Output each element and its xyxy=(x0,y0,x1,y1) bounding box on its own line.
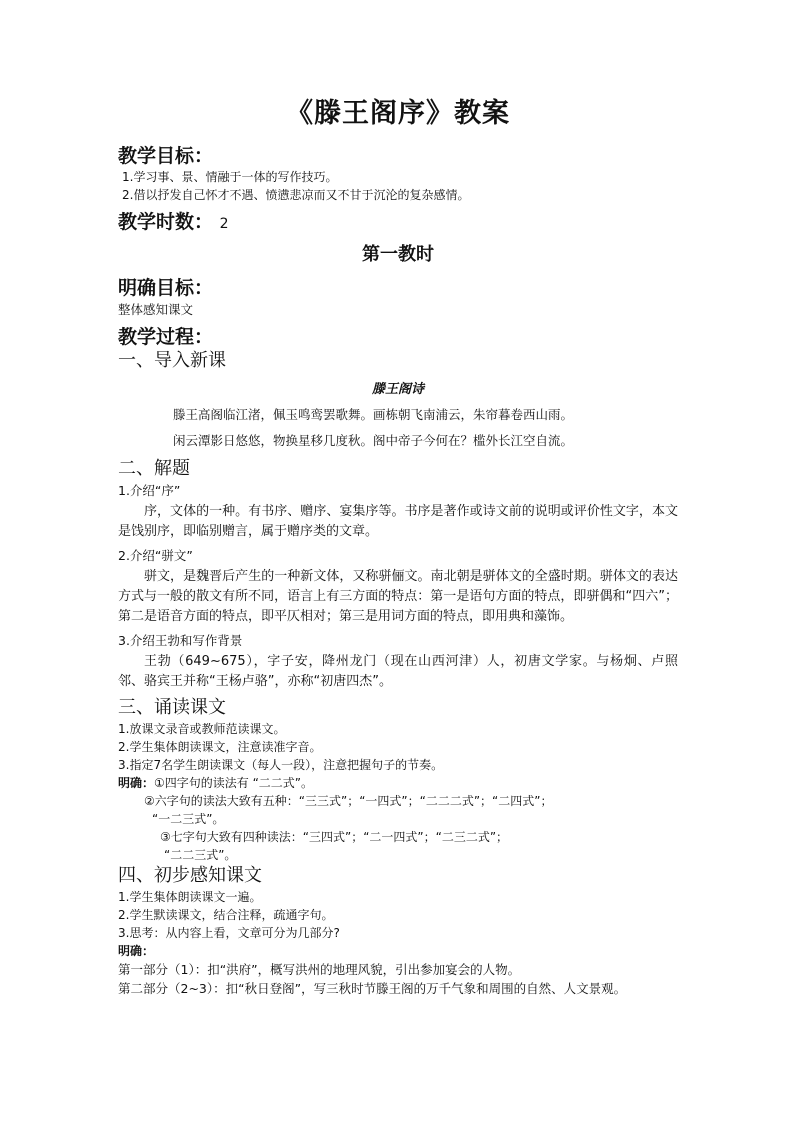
poem-title: 滕王阁诗 xyxy=(371,382,424,397)
reading-item-3: 3.指定7名学生朗读课文（每人一段），注意把握句子的节奏。 xyxy=(118,758,444,772)
clarify-six-char-cont: “一二三式”。 xyxy=(152,812,225,826)
clarify-six-char: ②六字句的读法大致有五种：“三三式”；“一四式”；“二二二式”；“二四式”； xyxy=(144,794,553,808)
perceive-item-2: 2.学生默读课文，结合注释，疏通字句。 xyxy=(118,908,334,922)
clear-goal-text: 整体感知课文 xyxy=(118,302,194,317)
poem-line-1: 滕王高阁临江渚，佩玉鸣鸾罢歌舞。画栋朝飞南浦云，朱帘暮卷西山雨。 xyxy=(173,407,574,422)
lesson-one-heading: 第一教时 xyxy=(362,244,434,265)
reading-item-1: 1.放课文录音或教师范读课文。 xyxy=(118,722,286,736)
poem-line-2: 闲云潭影日悠悠，物换星移几度秋。阁中帝子今何在？槛外长江空自流。 xyxy=(173,433,574,448)
paragraph-author: 王勃（649~675），字子安，降州龙门（现在山西河津）人，初唐文学家。与杨炯、卢照邻、骆宾王并称“王杨卢骆”，亦称“初唐四杰”。 xyxy=(118,654,678,689)
clarify-line-1 xyxy=(118,774,678,792)
section-1-heading: 一、导入新课 xyxy=(118,350,226,371)
clarify-four-char: ①四字句的读法有 “二二式”。 xyxy=(154,776,314,790)
document-title: 《滕王阁序》教案 xyxy=(286,98,510,129)
section-2-heading: 二、解题 xyxy=(118,458,190,479)
goal-item-1: 1.学习事、景、情融于一体的写作技巧。 xyxy=(122,170,338,184)
process-heading: 教学过程： xyxy=(118,326,214,348)
hours-line xyxy=(118,210,678,236)
perceive-item-3: 3.思考：从内容上看，文章可分为几部分? xyxy=(118,926,340,940)
goal-item-2: 2.借以抒发自己怀才不遇、愤懑悲凉而又不甘于沉沦的复杂感情。 xyxy=(122,188,470,202)
clarify-seven-char: ③七字句大致有四种读法：“三四式”；“二一四式”；“二三二式”； xyxy=(160,830,509,844)
clear-goal-heading: 明确目标： xyxy=(118,277,214,299)
hours-value: 2 xyxy=(219,216,229,232)
section-3-heading: 三、诵读课文 xyxy=(118,697,226,718)
sub-heading-preface: 1.介绍“序” xyxy=(118,483,181,498)
hours-label: 教学时数： xyxy=(118,211,214,233)
clarify-seven-char-cont: “二二三式”。 xyxy=(164,848,237,862)
goals-heading: 教学目标： xyxy=(118,145,214,167)
sub-heading-pianwen: 2.介绍“骈文” xyxy=(118,548,193,563)
part-1-summary: 第一部分（1）：扣“洪府”，概写洪州的地理风貌，引出参加宴会的人物。 xyxy=(118,962,521,977)
lesson-plan-page xyxy=(118,96,678,998)
part-2-summary: 第二部分（2~3）：扣“秋日登阁”，写三秋时节滕王阁的万千气象和周围的自然、人文景观。 xyxy=(118,981,627,996)
clarify-label: 明确： xyxy=(118,776,155,790)
paragraph-pianwen: 骈文，是魏晋后产生的一种新文体，又称骈俪文。南北朝是骈体文的全盛时期。骈体文的表达方式与一般的散文有所不同，语言上有三方面的特点：第一是语句方面的特点，即骈偶和“四六”；第二是语音方面的特点，即平仄相对；第三是用词方面的特点，即用典和藻饰。 xyxy=(118,569,678,624)
sub-heading-author: 3.介绍王勃和写作背景 xyxy=(118,633,243,648)
section-4-heading: 四、初步感知课文 xyxy=(118,865,262,886)
paragraph-preface: 序，文体的一种。有书序、赠序、宴集序等。书序是著作或诗文前的说明或评价性文字，本文是饯别序，即临别赠言，属于赠序类的文章。 xyxy=(118,504,678,539)
perceive-item-1: 1.学生集体朗读课文一遍。 xyxy=(118,890,262,904)
clarify-label-2: 明确： xyxy=(118,944,155,958)
reading-item-2: 2.学生集体朗读课文，注意读准字音。 xyxy=(118,740,322,754)
